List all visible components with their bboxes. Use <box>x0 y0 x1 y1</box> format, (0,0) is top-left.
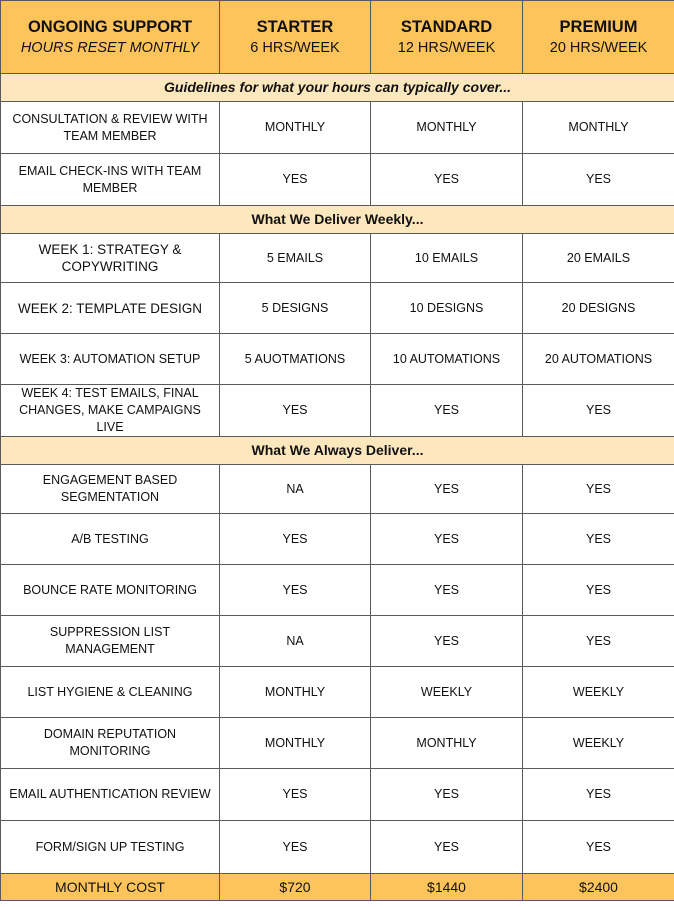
starter-value: MONTHLY <box>220 718 371 769</box>
table-row <box>1 565 674 616</box>
feature-label: CONSULTATION & REVIEW WITH TEAM MEMBER <box>1 102 220 154</box>
starter-value: 5 EMAILS <box>220 234 371 283</box>
section-title: What We Always Deliver... <box>1 437 674 465</box>
table-row <box>1 718 674 769</box>
premium-value: YES <box>523 385 674 437</box>
header-row <box>1 1 674 74</box>
plan-hours: 20 HRS/WEEK <box>549 40 648 56</box>
premium-value: 20 DESIGNS <box>523 283 674 334</box>
table-row <box>1 334 674 385</box>
feature-label: WEEK 3: AUTOMATION SETUP <box>1 334 220 385</box>
table-row <box>1 234 674 283</box>
table-row <box>1 667 674 718</box>
standard-value: MONTHLY <box>371 102 523 154</box>
premium-value: 20 AUTOMATIONS <box>523 334 674 385</box>
plan-header-starter <box>220 1 371 74</box>
table-row <box>1 514 674 565</box>
plan-name: STARTER <box>256 18 334 36</box>
starter-value: 5 DESIGNS <box>220 283 371 334</box>
premium-price: $2400 <box>523 874 674 901</box>
plan-name: PREMIUM <box>559 18 638 36</box>
plan-hours: 12 HRS/WEEK <box>397 40 496 56</box>
header-title: ONGOING SUPPORT <box>27 18 193 36</box>
table-row <box>1 283 674 334</box>
standard-value: 10 AUTOMATIONS <box>371 334 523 385</box>
starter-value: MONTHLY <box>220 102 371 154</box>
feature-label: DOMAIN REPUTATION MONITORING <box>1 718 220 769</box>
standard-value: 10 DESIGNS <box>371 283 523 334</box>
starter-value: YES <box>220 769 371 821</box>
table-row <box>1 769 674 821</box>
table-row <box>1 385 674 437</box>
premium-value: YES <box>523 514 674 565</box>
feature-label: WEEK 2: TEMPLATE DESIGN <box>1 283 220 334</box>
plan-header-premium <box>523 1 674 74</box>
premium-value: MONTHLY <box>523 102 674 154</box>
starter-value: YES <box>220 565 371 616</box>
standard-value: YES <box>371 616 523 667</box>
premium-value: YES <box>523 769 674 821</box>
table-row <box>1 616 674 667</box>
premium-value: WEEKLY <box>523 718 674 769</box>
section-header-always <box>1 437 674 465</box>
starter-value: YES <box>220 514 371 565</box>
starter-value: 5 AUOTMATIONS <box>220 334 371 385</box>
standard-value: YES <box>371 514 523 565</box>
standard-value: YES <box>371 821 523 874</box>
premium-value: WEEKLY <box>523 667 674 718</box>
starter-price: $720 <box>220 874 371 901</box>
standard-value: YES <box>371 565 523 616</box>
feature-label: WEEK 1: STRATEGY & COPYWRITING <box>1 234 220 283</box>
premium-value: 20 EMAILS <box>523 234 674 283</box>
standard-price: $1440 <box>371 874 523 901</box>
plan-name: STANDARD <box>400 18 493 36</box>
plan-header-standard <box>371 1 523 74</box>
feature-label: EMAIL AUTHENTICATION REVIEW <box>1 769 220 821</box>
premium-value: YES <box>523 154 674 206</box>
header-subtitle: HOURS RESET MONTHLY <box>20 40 200 56</box>
cost-label: MONTHLY COST <box>1 874 220 901</box>
section-header-weekly <box>1 206 674 234</box>
premium-value: YES <box>523 565 674 616</box>
feature-label: FORM/SIGN UP TESTING <box>1 821 220 874</box>
feature-label: WEEK 4: TEST EMAILS, FINAL CHANGES, MAKE CAMPAIGNS LIVE <box>1 385 220 437</box>
feature-label: ENGAGEMENT BASED SEGMENTATION <box>1 465 220 514</box>
table-row <box>1 154 674 206</box>
standard-value: WEEKLY <box>371 667 523 718</box>
footer-row <box>1 874 674 901</box>
table-row <box>1 465 674 514</box>
standard-value: YES <box>371 769 523 821</box>
starter-value: MONTHLY <box>220 667 371 718</box>
table-row <box>1 102 674 154</box>
starter-value: NA <box>220 465 371 514</box>
starter-value: YES <box>220 385 371 437</box>
starter-value: NA <box>220 616 371 667</box>
section-title: Guidelines for what your hours can typically cover... <box>1 74 674 102</box>
section-title: What We Deliver Weekly... <box>1 206 674 234</box>
feature-label: LIST HYGIENE & CLEANING <box>1 667 220 718</box>
feature-label: EMAIL CHECK-INS WITH TEAM MEMBER <box>1 154 220 206</box>
starter-value: YES <box>220 154 371 206</box>
plan-hours: 6 HRS/WEEK <box>250 40 340 56</box>
premium-value: YES <box>523 616 674 667</box>
feature-label: BOUNCE RATE MONITORING <box>1 565 220 616</box>
feature-label: A/B TESTING <box>1 514 220 565</box>
premium-value: YES <box>523 821 674 874</box>
header-title-cell <box>1 1 220 74</box>
premium-value: YES <box>523 465 674 514</box>
standard-value: 10 EMAILS <box>371 234 523 283</box>
section-header-guidelines <box>1 74 674 102</box>
starter-value: YES <box>220 821 371 874</box>
standard-value: MONTHLY <box>371 718 523 769</box>
standard-value: YES <box>371 385 523 437</box>
feature-label: SUPPRESSION LIST MANAGEMENT <box>1 616 220 667</box>
table-row <box>1 821 674 874</box>
standard-value: YES <box>371 465 523 514</box>
standard-value: YES <box>371 154 523 206</box>
